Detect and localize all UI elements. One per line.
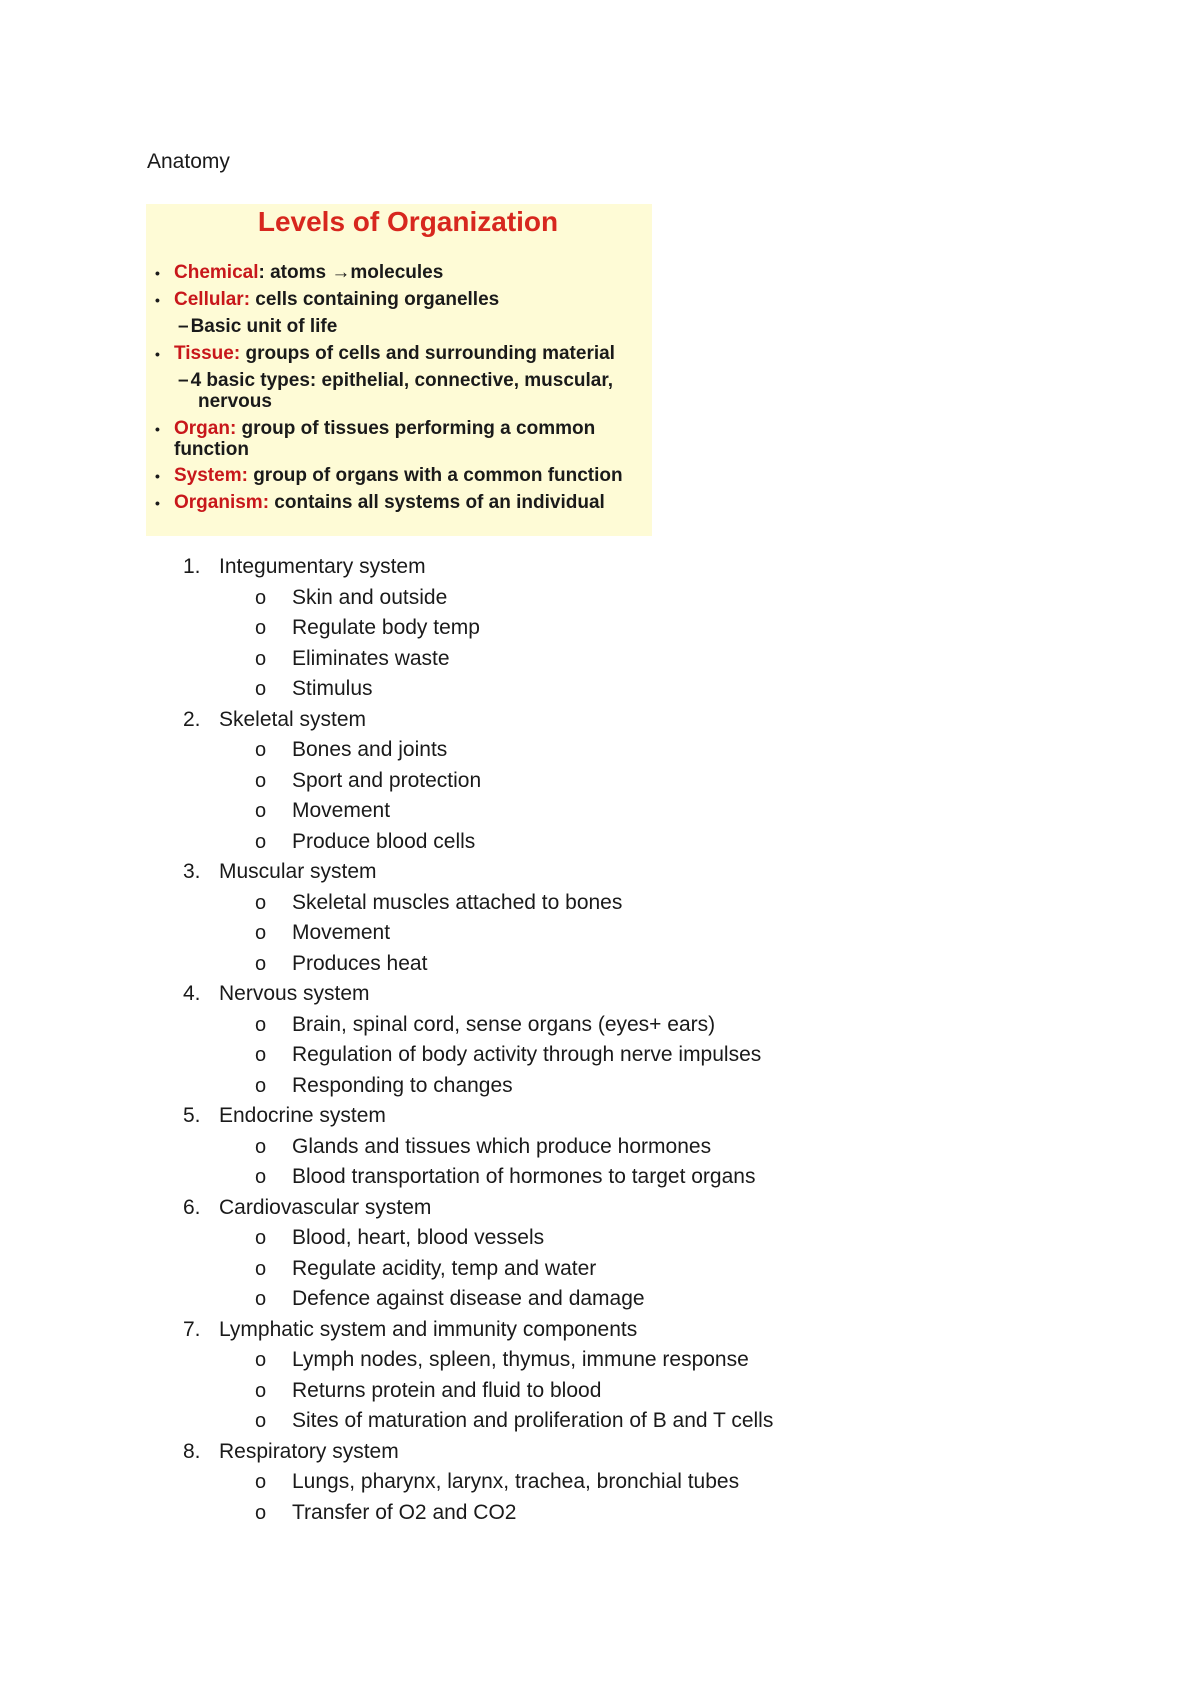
system-point-text: Sport and protection [292,769,482,792]
slide-term-colon: : [258,262,265,283]
system-number: 8. [183,1440,201,1463]
slide-line-text: groups of cells and surrounding material [240,343,615,364]
system-number: 7. [183,1318,201,1341]
system-point-text: Regulate acidity, temp and water [292,1257,597,1280]
slide-line-text: atoms [264,262,332,283]
slide-dash: – [178,370,189,391]
hollow-bullet-icon: o [255,1502,267,1524]
system-name: Endocrine system [219,1104,386,1127]
system-point-text: Eliminates waste [292,647,450,670]
system-point-text: Defence against disease and damage [292,1287,645,1310]
hollow-bullet-icon: o [255,1288,267,1310]
document-heading: Anatomy [147,150,230,173]
system-point-text: Responding to changes [292,1074,513,1097]
slide-line [146,391,652,413]
system-point-text: Glands and tissues which produce hormones [292,1135,712,1158]
system-point-text: Lymph nodes, spleen, thymus, immune response [292,1348,749,1371]
hollow-bullet-icon: o [255,587,267,609]
slide-line [146,439,652,461]
slide-line-text: molecules [350,262,444,283]
system-point-text: Brain, spinal cord, sense organs (eyes+ ears) [292,1013,716,1036]
arrow-right-icon: → [331,262,351,283]
system-name: Cardiovascular system [219,1196,432,1219]
hollow-bullet-icon: o [255,1014,267,1036]
system-point-text: Skin and outside [292,586,448,609]
slide-line [146,289,652,311]
slide-bullet-dot: • [155,495,160,511]
slide-term: System: [174,465,248,486]
system-number: 6. [183,1196,201,1219]
slide-line-text: contains all systems of an individual [269,492,605,513]
system-point-text: Sites of maturation and proliferation of B and T cells [292,1409,774,1432]
system-point-text: Produce blood cells [292,830,476,853]
hollow-bullet-icon: o [255,1044,267,1066]
slide-dash: – [178,316,189,337]
system-point-text: Regulate body temp [292,616,480,639]
system-name: Skeletal system [219,708,367,731]
hollow-bullet-icon: o [255,1075,267,1097]
system-point-text: Produces heat [292,952,428,975]
hollow-bullet-icon: o [255,800,267,822]
slide-line-text: group of tissues performing a common [236,418,596,439]
slide-line [146,492,652,514]
hollow-bullet-icon: o [255,1136,267,1158]
system-number: 1. [183,555,201,578]
slide-line-text: nervous [198,391,272,412]
hollow-bullet-icon: o [255,1380,267,1402]
hollow-bullet-icon: o [255,739,267,761]
system-point-text: Lungs, pharynx, larynx, trachea, bronchial tubes [292,1470,740,1493]
slide-line [146,316,652,338]
system-point-text: Transfer of O2 and CO2 [292,1501,517,1524]
hollow-bullet-icon: o [255,1166,267,1188]
hollow-bullet-icon: o [255,770,267,792]
levels-of-organization-slide-image [146,204,652,536]
system-point-text: Blood transportation of hormones to target organs [292,1165,756,1188]
system-name: Integumentary system [219,555,426,578]
system-name: Nervous system [219,982,370,1005]
hollow-bullet-icon: o [255,953,267,975]
slide-term: Organism: [174,492,270,513]
slide-term: Chemical [174,262,259,283]
system-name: Muscular system [219,860,377,883]
hollow-bullet-icon: o [255,678,267,700]
system-name: Respiratory system [219,1440,399,1463]
system-point-text: Regulation of body activity through nerve impulses [292,1043,762,1066]
system-point-text: Returns protein and fluid to blood [292,1379,602,1402]
hollow-bullet-icon: o [255,648,267,670]
slide-term: Organ: [174,418,237,439]
hollow-bullet-icon: o [255,831,267,853]
slide-line-text: cells containing organelles [250,289,500,310]
system-point-text: Movement [292,921,391,944]
slide-term: Cellular: [174,289,251,310]
hollow-bullet-icon: o [255,1227,267,1249]
system-name: Lymphatic system and immunity components [219,1318,638,1341]
slide-term: Tissue: [174,343,241,364]
slide-line [146,418,652,440]
slide-line-text: 4 basic types: epithelial, connective, muscular, [190,370,613,391]
slide-bullet-dot: • [155,265,160,281]
slide-line-text: function [174,439,249,460]
hollow-bullet-icon: o [255,1258,267,1280]
hollow-bullet-icon: o [255,1410,267,1432]
slide-title: Levels of Organization [257,206,559,237]
slide-bullet-dot: • [155,421,160,437]
slide-line [146,343,652,365]
system-point-text: Skeletal muscles attached to bones [292,891,623,914]
hollow-bullet-icon: o [255,892,267,914]
system-point-text: Bones and joints [292,738,448,761]
hollow-bullet-icon: o [255,922,267,944]
slide-line-text: group of organs with a common function [247,465,623,486]
hollow-bullet-icon: o [255,1471,267,1493]
slide-line-text: Basic unit of life [190,316,338,337]
slide-line [146,370,652,392]
slide-line [146,262,652,284]
slide-line [146,465,652,487]
slide-bullet-dot: • [155,468,160,484]
system-number: 4. [183,982,201,1005]
system-number: 5. [183,1104,201,1127]
system-point-text: Movement [292,799,391,822]
system-point-text: Stimulus [292,677,373,700]
system-number: 3. [183,860,201,883]
slide-bullet-dot: • [155,346,160,362]
hollow-bullet-icon: o [255,1349,267,1371]
system-number: 2. [183,708,201,731]
slide-bullet-dot: • [155,292,160,308]
system-point-text: Blood, heart, blood vessels [292,1226,545,1249]
hollow-bullet-icon: o [255,617,267,639]
